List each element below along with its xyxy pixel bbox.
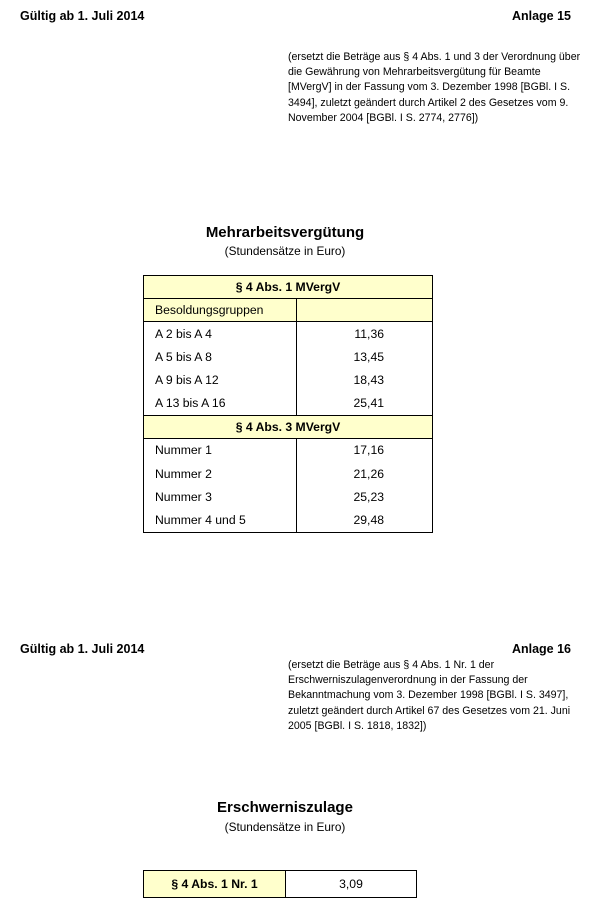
anlage-16-label: Anlage 16	[511, 642, 571, 656]
erschwernis-table	[143, 870, 417, 898]
mehrarbeit-table	[143, 275, 433, 533]
row-label: § 4 Abs. 1 Nr. 1	[144, 871, 286, 898]
column-header-besoldung: Besoldungsgruppen	[144, 299, 297, 322]
table-row	[144, 485, 433, 508]
row-label: A 9 bis A 12	[144, 368, 297, 391]
section-header-row	[144, 276, 433, 299]
row-label: Nummer 1	[144, 438, 297, 462]
row-value: 13,45	[353, 349, 384, 364]
row-label: A 13 bis A 16	[144, 392, 297, 416]
section-header-abs1: § 4 Abs. 1 MVergV	[144, 276, 433, 299]
table-row	[144, 508, 433, 532]
column-header-empty	[297, 299, 433, 322]
anlage-16-note: (ersetzt die Beträge aus § 4 Abs. 1 Nr. 1 der Erschwerniszulagenverordnung in der Fassung der Bekanntmachung vom 3. Dezember 1998 [BGBl. I S. 3497], zuletzt geändert durch Artikel 67 des Gesetzes vom 21. Juni 2005 [BGBl. I S. 1818, 1832])	[288, 659, 571, 732]
anlage-15-label: Anlage 15	[511, 9, 571, 23]
row-value: 11,36	[354, 326, 384, 341]
table-row	[144, 368, 433, 391]
row-value: 29,48	[353, 512, 384, 527]
anlage-16-title: Erschwerniszulage	[217, 799, 353, 816]
table-row	[144, 462, 433, 485]
anlage-16-subtitle: (Stundensätze in Euro)	[224, 820, 346, 834]
table-row	[144, 322, 433, 346]
anlage-15-title: Mehrarbeitsvergütung	[205, 224, 365, 241]
table-row	[144, 438, 433, 462]
section-header-abs3: § 4 Abs. 3 MVergV	[144, 415, 433, 438]
table-row	[144, 392, 433, 416]
anlage-15-note: (ersetzt die Beträge aus § 4 Abs. 1 und 3 der Verordnung über die Gewährung von Mehrarbeitsvergütung für Beamte [MVergV] in der Fassung vom 3. Dezember 1998 [BGBl. I S. 3494], zuletzt geändert durch Artikel 2 des Gesetzes vom 9. November 2004 [BGBl. I S. 2774, 2776])	[288, 51, 581, 124]
valid-from-15: Gültig ab 1. Juli 2014	[20, 9, 145, 23]
section-header-row	[144, 415, 433, 438]
valid-from-16: Gültig ab 1. Juli 2014	[20, 642, 145, 656]
row-value: 18,43	[353, 372, 384, 387]
anlage-15-subtitle: (Stundensätze in Euro)	[224, 244, 346, 258]
row-value: 25,23	[353, 489, 384, 504]
row-value: 17,16	[353, 443, 384, 458]
row-value: 25,41	[353, 396, 384, 411]
row-label: A 5 bis A 8	[144, 345, 297, 368]
row-label: A 2 bis A 4	[144, 322, 297, 346]
table-row	[144, 345, 433, 368]
column-header-row	[144, 299, 433, 322]
row-label: Nummer 2	[144, 462, 297, 485]
row-value: 3,09	[339, 877, 363, 891]
table-row	[144, 871, 417, 898]
row-label: Nummer 4 und 5	[144, 508, 297, 532]
row-label: Nummer 3	[144, 485, 297, 508]
row-value: 21,26	[353, 466, 384, 481]
